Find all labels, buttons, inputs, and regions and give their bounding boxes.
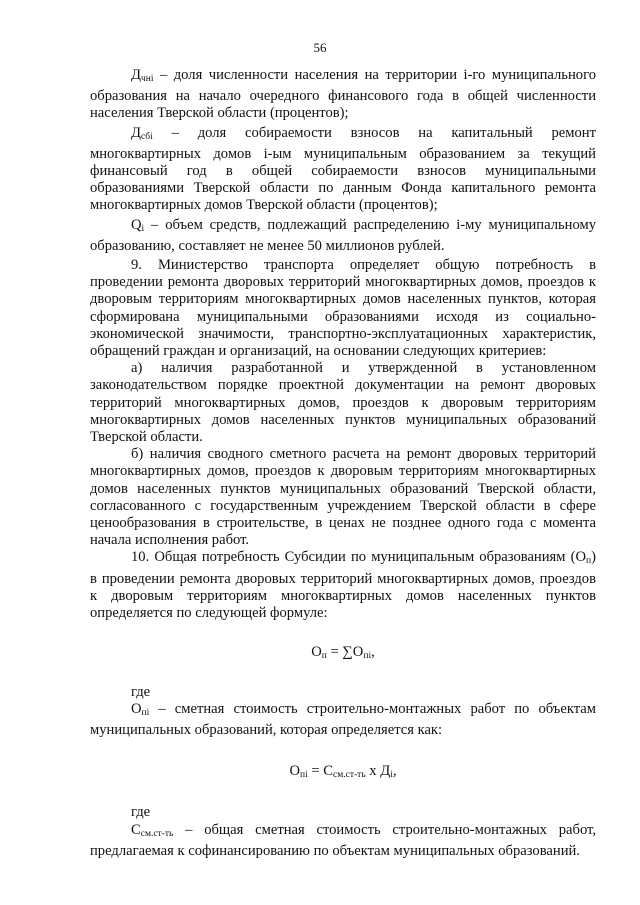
definition-text: – общая сметная стоимость строительно-монтажных работ, предлагаемая к софинансированию по объектам муниципальных образований. [90,821,596,859]
definition-qi [90,217,596,255]
formula-punct: , [371,644,375,661]
definition-text: – объем средств, подлежащий распределению i-му муниципальному образованию, составляет не менее 50 миллионов рублей. [90,216,596,254]
paragraph-text: 10. Общая потребность Субсидии по муниципальным образованиям (О [131,549,587,566]
symbol: Д [131,67,141,83]
subscript: п [321,651,327,662]
formula-operator: = ∑О [326,644,364,661]
formula-punct: , [392,763,397,780]
symbol: С [131,821,141,838]
definition-text: – сметная стоимость строительно-монтажных работ по объектам муниципальных образований, которая определяется как: [90,700,596,738]
definition-opi [90,701,596,739]
definition-d-chni [90,67,596,123]
symbol: Д [131,124,141,141]
subscript: сбi [140,131,153,142]
document-body [90,67,596,860]
subscript: чнi [140,74,154,84]
item-9-criterion-b: б) наличия сводного сметного расчета на ремонт дворовых территорий многоквартирных домов, проездов к дворовым территориям многоквартирных домов населенных пунктов муниципальных образований Тверской области, согласованного с государственным учреждением Тверской области в сфере ценообразования в строительстве, в ценах не позднее одного года с момента начала исполнения работ. [90,446,596,549]
formula-estimate-cost [90,763,596,784]
definition-text: – доля собираемости взносов на капитальный ремонт многоквартирных домов i-ым муниципальным образованием за текущий финансовый год в общей собираемости взносов муниципальными образованиями Тверской области по данным Фонда капитального ремонта многоквартирных домов Тверской области (процентов); [90,124,596,214]
formula-symbol: О [289,763,301,780]
where-label: где [131,804,151,821]
item-9-criterion-a: а) наличия разработанной и утвержденной в установленном законодательством порядке проектной документации на ремонт дворовых территорий многоквартирных домов, проездов к дворовым территориям многоквартирных домов населенных пунктов муниципальных образований Тверской области. [90,360,596,446]
where-label: где [131,683,151,700]
subscript: п [586,556,592,567]
definition-d-sbi [90,125,596,215]
symbol: Q [131,216,142,233]
subscript: пi [300,770,308,781]
definition-text: – доля численности населения на территории i-го муниципального образования на начало очередного финансового года в общей численности населения Тверской области (процентов); [90,67,596,122]
page-number: 56 [313,40,327,55]
item-9-paragraph: 9. Министерство транспорта определяет общую потребность в проведении ремонта дворовых территорий многоквартирных домов, проездов к дворовым территориям многоквартирных домов населенных пунктов, которая сформирована муниципальными образованиями исходя из социально-экономической значимости, транспортно-эксплуатационных характеристик, обращений граждан и организаций, на основании следующих критериев: [90,257,596,360]
formula-symbol: О [311,644,322,661]
formula-operator: = С [307,763,334,780]
definition-csm [90,822,596,860]
paragraph-text: ) в проведении ремонта дворовых территорий многоквартирных домов, проездов к дворовым территориям многоквартирных домов населенных пунктов определяется по следующей формуле: [90,549,596,622]
symbol: О [131,700,142,717]
subscript: i [141,223,145,234]
subscript: пi [141,707,150,718]
subscript: пi [363,651,372,662]
subscript: i [390,770,393,781]
formula-total-need [90,644,596,665]
subscript: см.ст-ть [140,828,174,839]
subscript: см.ст-ть [333,770,366,781]
item-10-paragraph [90,549,596,622]
formula-operator: х Д [365,763,391,780]
